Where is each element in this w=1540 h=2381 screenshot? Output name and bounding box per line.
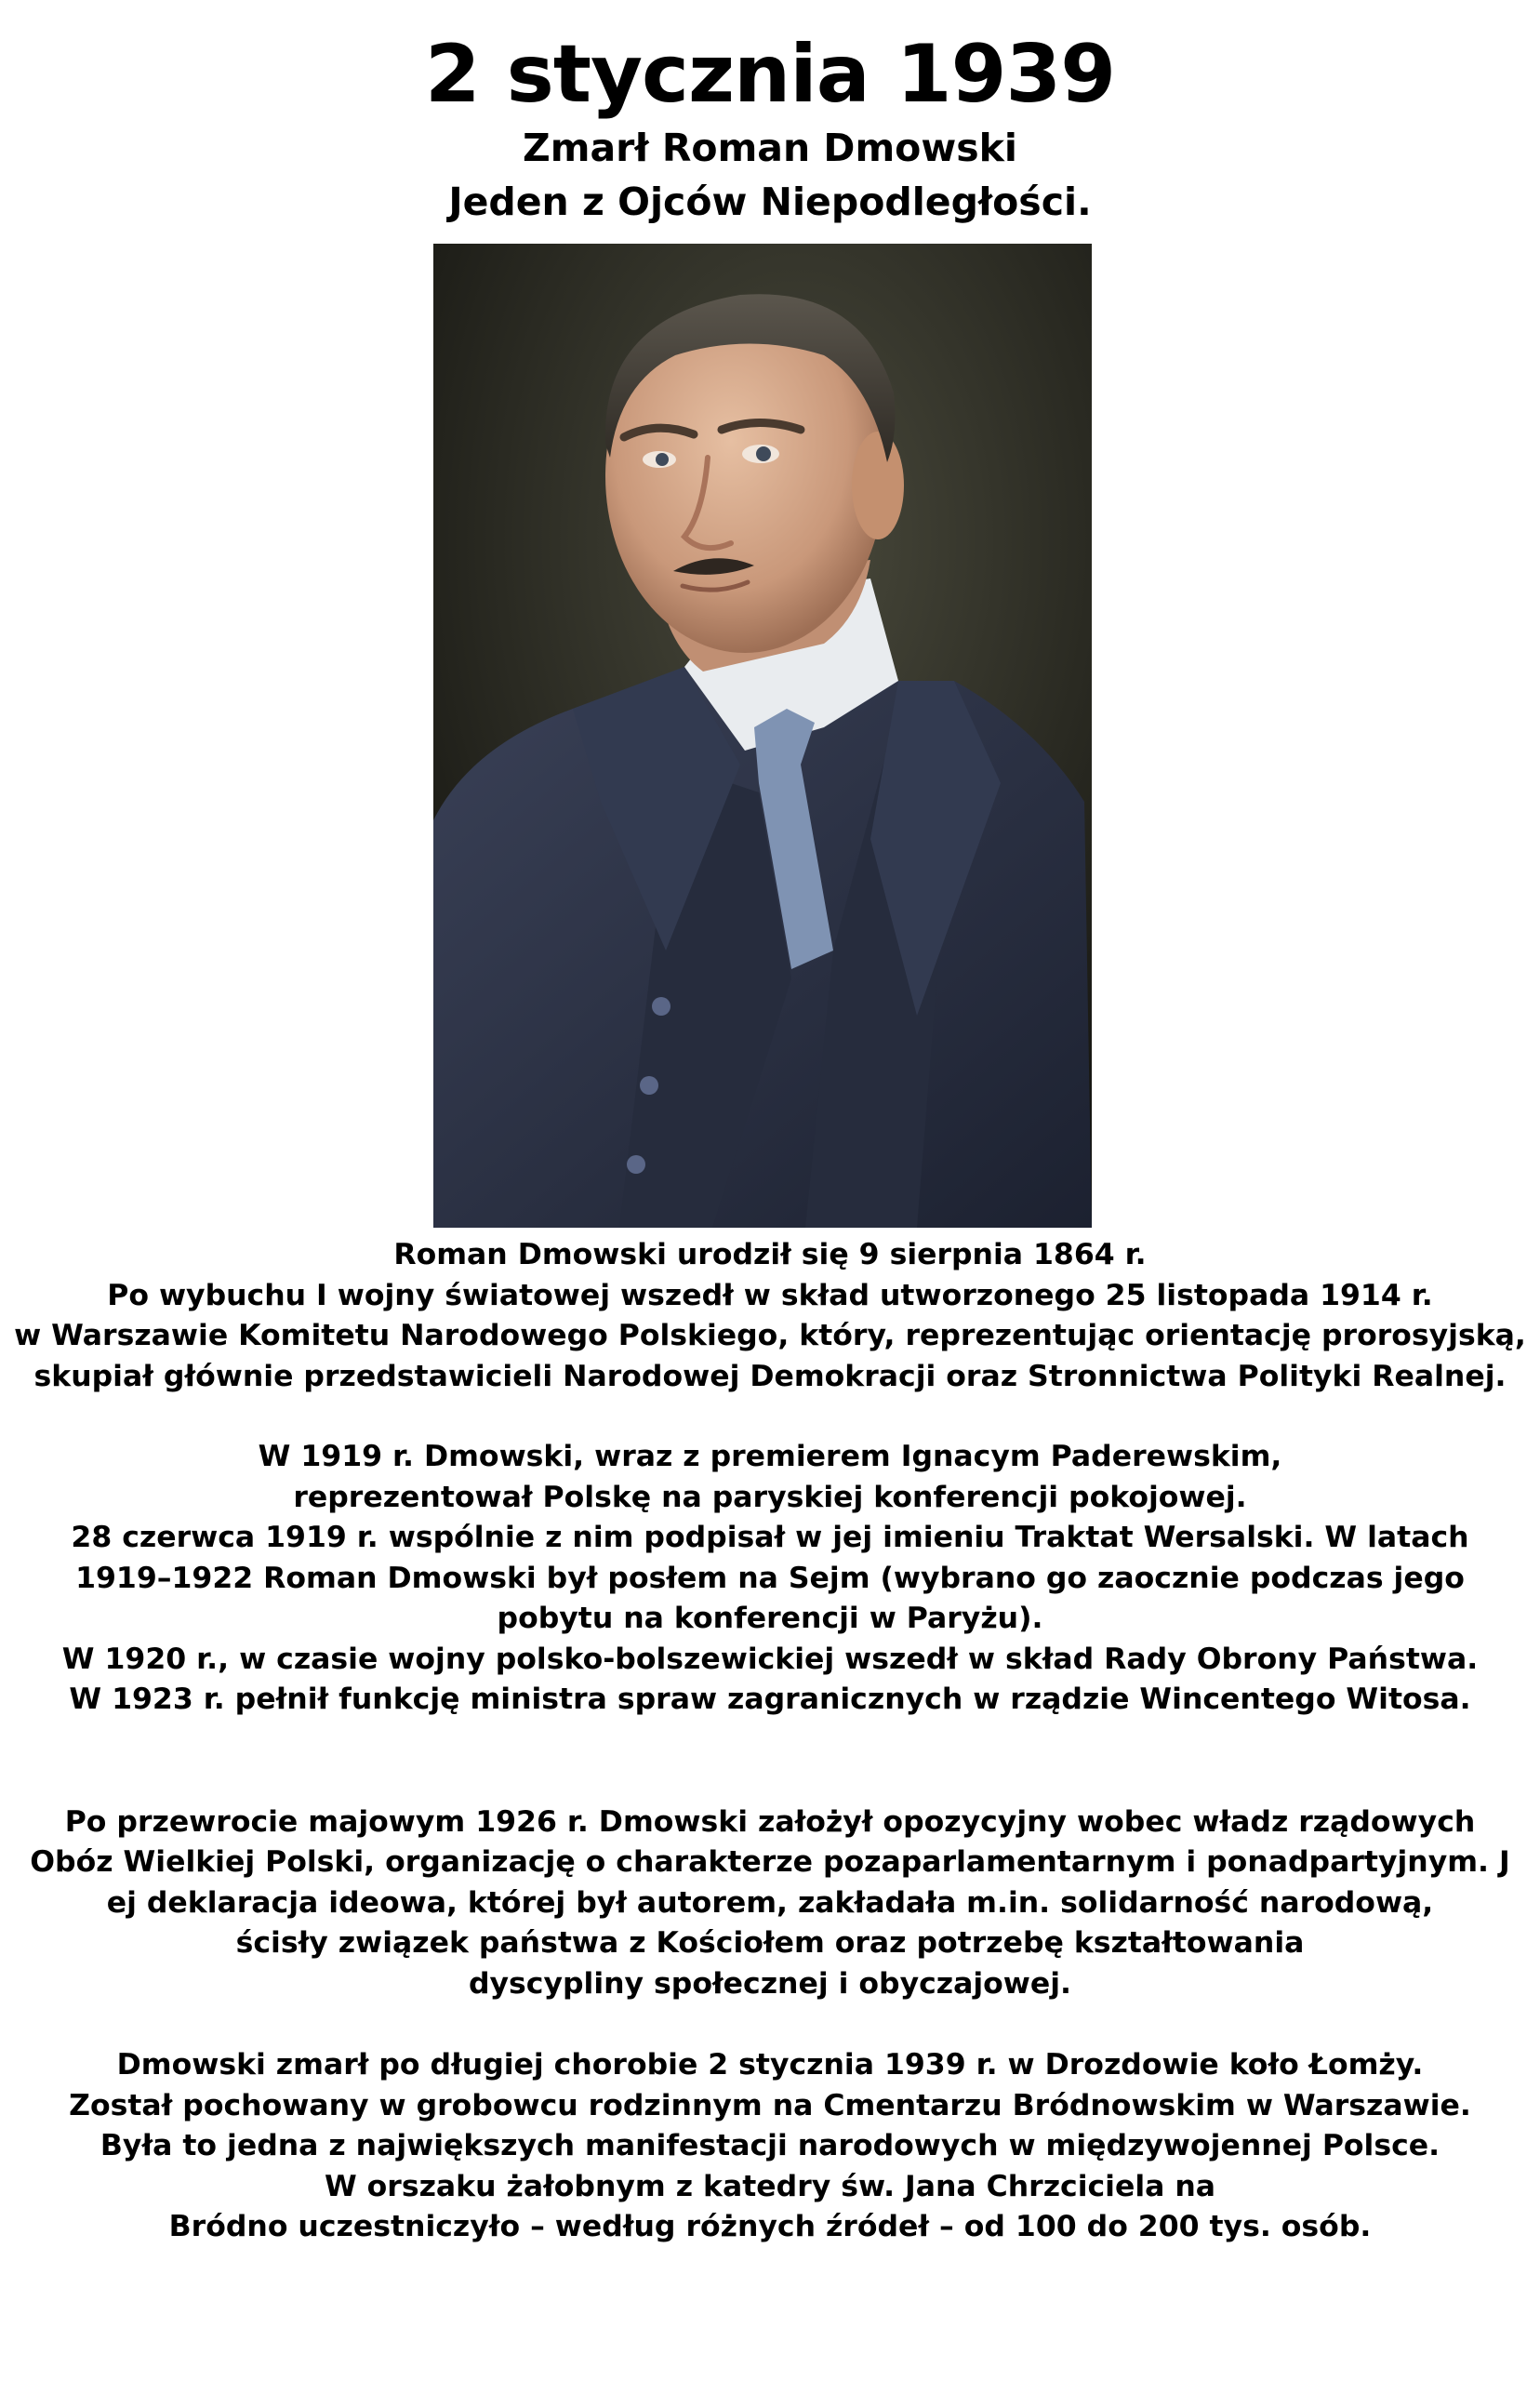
portrait-illustration [433,244,1092,1228]
text-line: Bródno uczestniczyło – według różnych źródeł – od 100 do 200 tys. osób. [168,2210,1372,2243]
text-line: Po przewrocie majowym 1926 r. Dmowski założył opozycyjny wobec władz rządowych [64,1804,1476,1839]
vest-button [652,997,670,1016]
date-title: 2 stycznia 1939 [424,28,1116,121]
text-line: W 1919 r. Dmowski, wraz z premierem Ignacym Paderewskim, [258,1440,1282,1473]
text-line: 28 czerwca 1919 r. wspólnie z nim podpisał w jej imieniu Traktat Wersalski. W latach [71,1521,1469,1554]
text-line: Była to jedna z największych manifestacji narodowych w międzywojennej Polsce. [100,2129,1440,2162]
text-line: w Warszawie Komitetu Narodowego Polskiego, który, reprezentując orientację prorosyjską, [14,1319,1526,1352]
paragraph-politics [0,1437,1540,1721]
paragraph-spacer [0,1397,1540,1437]
text-line: W 1920 r., w czasie wojny polsko-bolszewickiej wszedł w skład Rady Obrony Państwa. [61,1642,1479,1676]
text-line: Roman Dmowski urodził się 9 sierpnia 1864 r. [393,1238,1147,1271]
paragraph-death [0,2045,1540,2248]
vest-button [640,1076,658,1095]
paragraph-owp [0,1802,1540,2005]
text-line: skupiał głównie przedstawicieli Narodowej Demokracji oraz Stronnictwa Polityki Realnej. [33,1359,1507,1393]
text-line: Obóz Wielkiej Polski, organizację o charakterze pozaparlamentarnym i ponadpartyjnym. J [30,1845,1510,1879]
text-line: Po wybuchu I wojny światowej wszedł w skład utworzonego 25 listopada 1914 r. [107,1278,1433,1312]
text-line: reprezentował Polskę na paryskiej konferencji pokojowej. [293,1480,1247,1514]
text-line: dyscypliny społecznej i obyczajowej. [468,1966,1072,2001]
vest-button [627,1155,645,1174]
text-line: ścisły związek państwa z Kościołem oraz potrzebę kształtowania [235,1926,1305,1960]
text-line: 1919–1922 Roman Dmowski był posłem na Sejm (wybrano go zaocznie podczas jego [75,1561,1465,1595]
text-line: Dmowski zmarł po długiej chorobie 2 stycznia 1939 r. w Drozdowie koło Łomży. [116,2048,1424,2082]
text-line: W orszaku żałobnym z katedry św. Jana Chrzciciela na [324,2169,1216,2203]
iris-left [656,453,669,466]
text-line: W 1923 r. pełnił funkcję ministra spraw zagranicznych w rządzie Wincentego Witosa. [69,1683,1471,1716]
paragraph-spacer [0,1721,1540,1802]
text-line: Został pochowany w grobowcu rodzinnym na Cmentarzu Bródnowskim w Warszawie. [69,2088,1471,2122]
subtitle-line-1: Zmarł Roman Dmowski [523,126,1017,170]
subtitle-line-2: Jeden z Ojców Niepodległości. [448,180,1092,224]
portrait-photo [433,244,1092,1228]
biography-text [0,1235,1540,2248]
header [0,28,1540,229]
text-line: ej deklaracja ideowa, której był autorem, zakładała m.in. solidarność narodową, [106,1885,1434,1920]
paragraph-birth [0,1235,1540,1397]
iris-right [756,446,771,461]
ear [852,432,904,539]
paragraph-spacer [0,2004,1540,2045]
text-line: pobytu na konferencji w Paryżu). [497,1602,1043,1635]
